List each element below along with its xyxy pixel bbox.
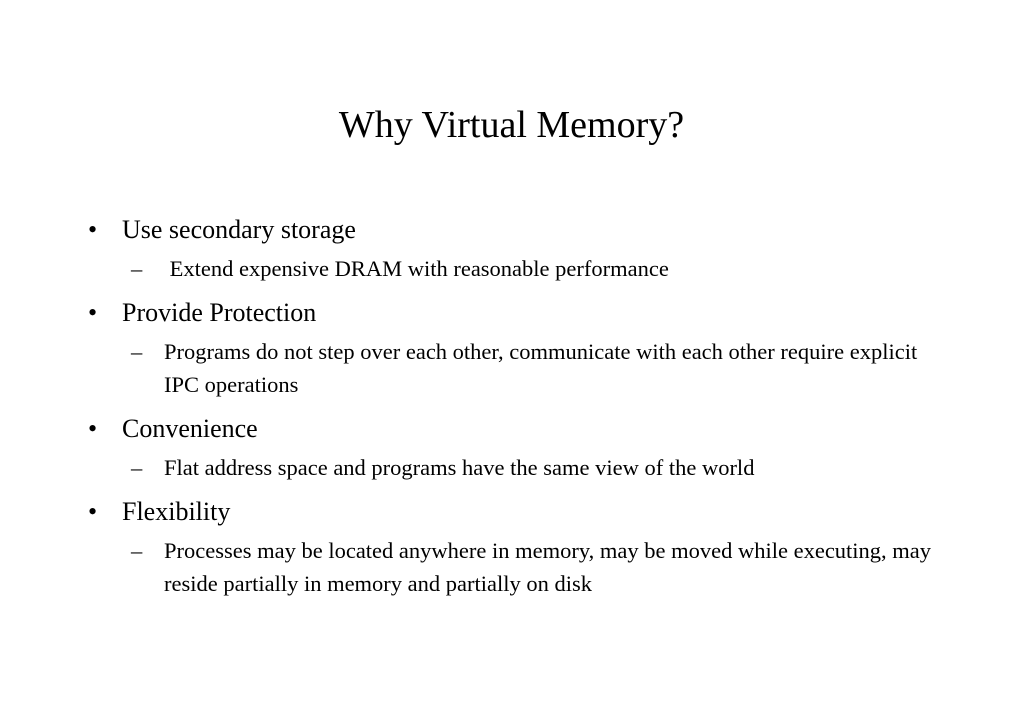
bullet-item	[84, 295, 944, 401]
dash-icon: –	[131, 339, 143, 364]
bullet-icon: •	[88, 215, 98, 244]
bullet-icon: •	[88, 298, 98, 327]
sub-text: Processes may be located anywhere in memory, may be moved while executing, may reside partially in memory and partially on disk	[164, 538, 932, 596]
sub-item	[84, 335, 944, 401]
sub-list	[122, 252, 944, 285]
sub-list	[122, 451, 944, 484]
bullet-text: Provide Protection	[122, 298, 317, 327]
bullet-list	[84, 212, 944, 602]
bullet-item	[84, 494, 944, 600]
sub-text: Extend expensive DRAM with reasonable performance	[164, 256, 669, 281]
bullet-text: Convenience	[122, 414, 258, 443]
sub-list	[122, 335, 944, 401]
slide-title: Why Virtual Memory?	[338, 104, 685, 146]
bullet-icon: •	[88, 414, 98, 443]
bullet-item	[84, 212, 944, 285]
bullet-item	[84, 411, 944, 484]
bullet-text: Use secondary storage	[122, 215, 356, 244]
sub-item	[84, 252, 944, 285]
sub-text: Flat address space and programs have the same view of the world	[164, 455, 755, 480]
sub-text: Programs do not step over each other, communicate with each other require explicit IPC operations	[164, 339, 918, 397]
dash-icon: –	[131, 256, 143, 281]
bullet-text: Flexibility	[122, 497, 231, 526]
sub-item	[84, 451, 944, 484]
dash-icon: –	[131, 538, 143, 563]
dash-icon: –	[131, 455, 143, 480]
bullet-icon: •	[88, 497, 98, 526]
sub-item	[84, 534, 944, 600]
sub-list	[122, 534, 944, 600]
